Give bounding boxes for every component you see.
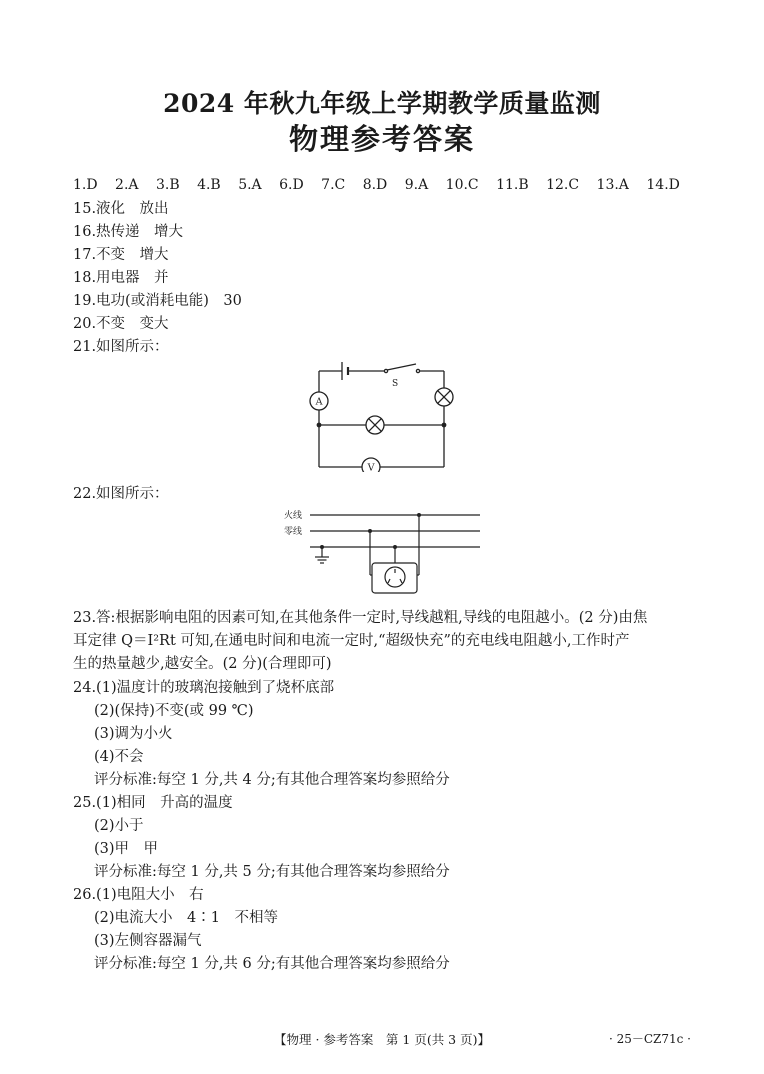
- answer-23-line2: 耳定律 Q＝I²Rt 可知,在通电时间和电流一定时,“超级快充”的充电线电阻越小,工作时产: [73, 633, 630, 649]
- answer-17: 17.不变 增大: [73, 247, 169, 263]
- answer-22: 22.如图所示：: [73, 486, 169, 502]
- choice-answer: 10.C: [445, 177, 479, 193]
- choice-answer: 7.C: [321, 177, 346, 193]
- answer-25-2: (2)小于: [94, 818, 144, 834]
- ammeter-label: A: [315, 396, 323, 408]
- switch-contact-right: [416, 369, 419, 372]
- answer-23-line1: 23.答:根据影响电阻的因素可知,在其他条件一定时,导线越粗,导线的电阻越小。(2 分)由焦: [73, 610, 648, 626]
- choice-answer: 4.B: [197, 177, 221, 193]
- answer-26-1: 26.(1)电阻大小 右: [73, 887, 204, 903]
- choice-answer: 8.D: [362, 177, 388, 193]
- live-wire-label: 火线: [284, 511, 303, 521]
- answer-20: 20.不变 变大: [73, 316, 169, 332]
- answer-21: 21.如图所示：: [73, 339, 169, 355]
- junction-dot: [417, 513, 421, 517]
- choice-answer: 13.A: [596, 177, 629, 193]
- scoring-note-24: 评分标准:每空 1 分,共 4 分;有其他合理答案均参照给分: [94, 772, 450, 788]
- answer-18: 18.用电器 并: [73, 270, 169, 286]
- answer-26-2: (2)电流大小 4∶1 不相等: [94, 910, 278, 926]
- voltmeter-label: V: [367, 462, 375, 472]
- junction-dot: [442, 423, 447, 428]
- answer-26-3: (3)左侧容器漏气: [94, 933, 202, 949]
- choice-answers: [73, 177, 680, 193]
- answer-15: 15.液化 放出: [73, 201, 169, 217]
- page-footer: 【物理 · 参考答案 第 1 页(共 3 页)】: [274, 1032, 490, 1047]
- switch-blade: [387, 364, 416, 370]
- answer-24-1: 24.(1)温度计的玻璃泡接触到了烧杯底部: [73, 680, 335, 696]
- choice-answer: 2.A: [115, 177, 139, 193]
- junction-dot: [320, 545, 324, 549]
- scoring-note-25: 评分标准:每空 1 分,共 5 分;有其他合理答案均参照给分: [94, 864, 450, 880]
- switch-label: S: [392, 379, 399, 389]
- choice-answer: 1.D: [73, 177, 98, 193]
- choice-answer: 14.D: [646, 177, 680, 193]
- circuit-diagram-21: [300, 358, 470, 472]
- doc-code: · 25－CZ71c ·: [608, 1032, 691, 1046]
- junction-dot: [317, 423, 322, 428]
- answer-25-3: (3)甲 甲: [94, 841, 159, 857]
- choice-answer: 6.D: [279, 177, 304, 193]
- choice-answer: 12.C: [546, 177, 580, 193]
- answer-24-2: (2)(保持)不变(或 99 ℃): [94, 703, 254, 719]
- junction-dot: [393, 545, 397, 549]
- wiring-diagram-22: [280, 505, 485, 600]
- junction-dot: [368, 529, 372, 533]
- neutral-wire-label: 零线: [284, 527, 303, 537]
- choice-answer: 3.B: [155, 177, 180, 193]
- answer-25-1: 25.(1)相同 升高的温度: [73, 795, 233, 811]
- answer-title: 物理参考答案: [288, 122, 475, 156]
- answer-23-line3: 生的热量越少,越安全。(2 分)(合理即可): [73, 656, 332, 672]
- answer-19: 19.电功(或消耗电能) 30: [73, 293, 242, 309]
- exam-title: 2024 年秋九年级上学期教学质量监测: [163, 89, 601, 118]
- choice-answer: 5.A: [238, 177, 262, 193]
- choice-answer: 11.B: [496, 177, 529, 193]
- choice-answer: 9.A: [404, 177, 429, 193]
- answer-24-4: (4)不会: [94, 749, 144, 765]
- answer-16: 16.热传递 增大: [73, 224, 184, 240]
- scoring-note-26: 评分标准:每空 1 分,共 6 分;有其他合理答案均参照给分: [94, 956, 450, 972]
- answer-24-3: (3)调为小火: [94, 726, 173, 742]
